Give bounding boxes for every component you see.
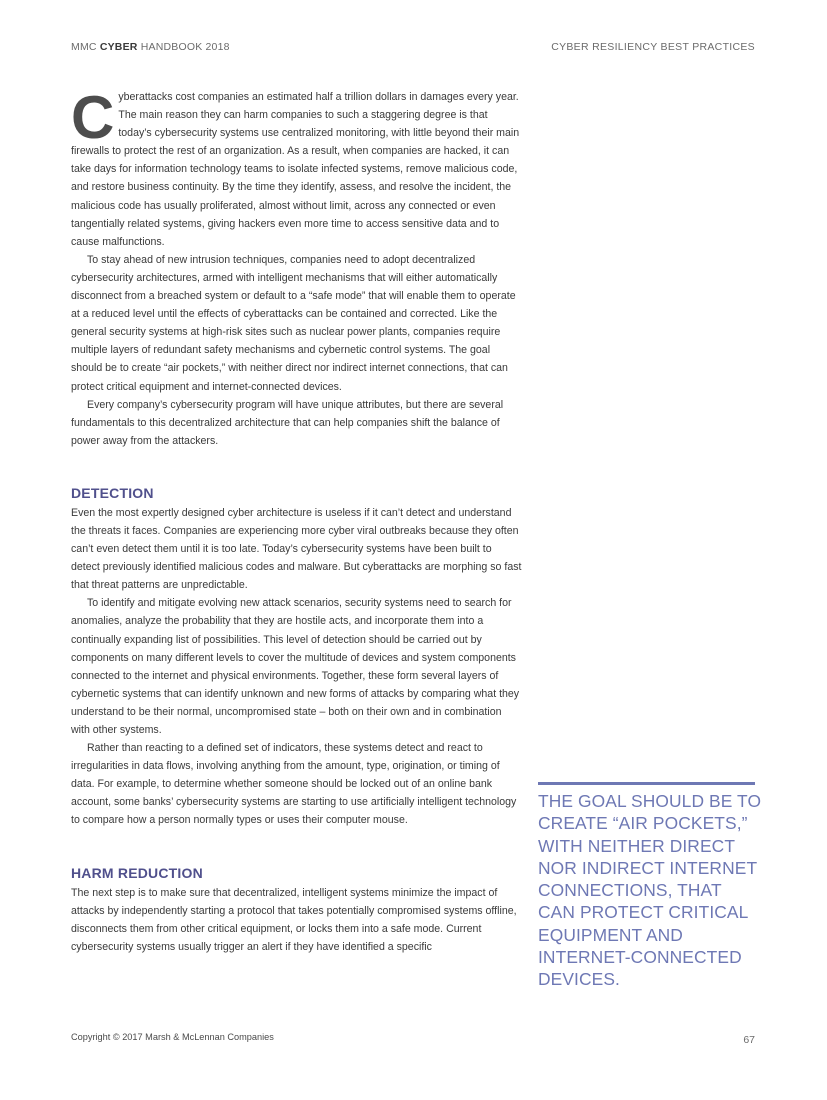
intro-paragraph-3: Every company’s cybersecurity program will have unique attributes, but there are several fundamentals to this decentralized architecture that can help companies shift the balance of power away from the attackers. xyxy=(71,398,504,447)
harm-paragraph-1: The next step is to make sure that decentralized, intelligent systems minimize the impact of attacks by independently starting a protocol that takes potentially compromised systems offline, disconnects them from other critical equipment, or locks them into a safe mode. Current cybersecurity systems usually trigger an alert if they have identified a specific xyxy=(71,886,517,953)
section-heading-detection: DETECTION xyxy=(71,484,154,501)
intro-paragraph-1-text: yberattacks cost companies an estimated half a trillion dollars in damages every year. The main reason they can harm companies to such a staggering degree is that today’s cybersecurity systems use centralized monitoring, with little beyond their main firewalls to protect the rest of an organization. As a result, when companies are hacked, it can take days for information technology teams to isolate infected systems, remove malicious code, and restore business continuity. By the time they identify, assess, and resolve the incident, the malicious code has usually proliferated, almost without limit, across any connected or even tangentially related systems, giving hackers even more time to access sensitive data and to cause malfunctions. xyxy=(71,91,520,248)
running-header-section: CYBER RESILIENCY BEST PRACTICES xyxy=(551,41,755,53)
detection-paragraph-1: Even the most expertly designed cyber architecture is useless if it can’t detect and understand the threats it faces. Companies are experiencing more cyber viral outbreaks because they often can’t even detect them until it is too late. Today’s cybersecurity systems have been built to detect previously identified malicious codes and malware. But cyberattacks are morphing so fast that threat patterns are unpredictable. xyxy=(71,506,522,592)
header-brand-suffix: HANDBOOK 2018 xyxy=(140,41,230,53)
footer-copyright: Copyright © 2017 Marsh & McLennan Companies xyxy=(71,1032,274,1042)
intro-paragraph-2: To stay ahead of new intrusion techniques, companies need to adopt decentralized cybersecurity architectures, armed with intelligent mechanisms that will either automatically disconnect from a breached system or default to a “safe mode” that will enable them to operate at a reduced level until the effects of cyberattacks can be contained and corrected. Like the general security systems at high-risk sites such as nuclear power plants, companies require multiple layers of redundant safety mechanisms and cybernetic control systems. The goal should be to create “air pockets,” with neither direct nor indirect internet connections, that can protect critical equipment and internet-connected devices. xyxy=(71,253,516,393)
page-number: 67 xyxy=(743,1034,755,1046)
header-brand-bold: CYBER xyxy=(99,41,138,53)
section-heading-harm-reduction: HARM REDUCTION xyxy=(71,864,203,881)
drop-cap: C xyxy=(71,84,115,151)
detection-paragraph-2: To identify and mitigate evolving new attack scenarios, security systems need to search for anomalies, analyze the probability that they are hostile acts, and incorporate them into a continually expanding list of possibilities. This level of detection should be carried out by components on many different levels to cover the multitude of devices and system components connected to the internet and physical environments. Together, these form several layers of cybernetic systems that can identify unknown and new forms of attacks by comparing what they understand to be their normal, uncompromised state – both on their own and in combination with other systems. xyxy=(71,597,520,736)
running-header-title xyxy=(71,41,230,53)
article-body xyxy=(71,84,523,956)
detection-paragraph-3: Rather than reacting to a defined set of indicators, these systems detect and react to irregularities in data flows, involving anything from the amount, type, origination, or timing of data. For example, to determine whether someone should be locked out of an online bank account, some banks’ cybersecurity systems are starting to use artificially intelligent technology to compare how a person normally types or uses their computer mouse. xyxy=(71,742,517,827)
pull-quote: THE GOAL SHOULD BE TO CREATE “AIR POCKETS,” WITH NEITHER DIRECT NOR INDIRECT INTERNET CONNECTIONS, THAT CAN PROTECT CRITICAL EQUIPMENT AND INTERNET-CONNECTED DEVICES. xyxy=(538,791,762,990)
pull-quote-rule xyxy=(538,782,755,785)
intro-paragraph-1 xyxy=(71,84,523,251)
header-brand-prefix: MMC xyxy=(71,41,97,53)
